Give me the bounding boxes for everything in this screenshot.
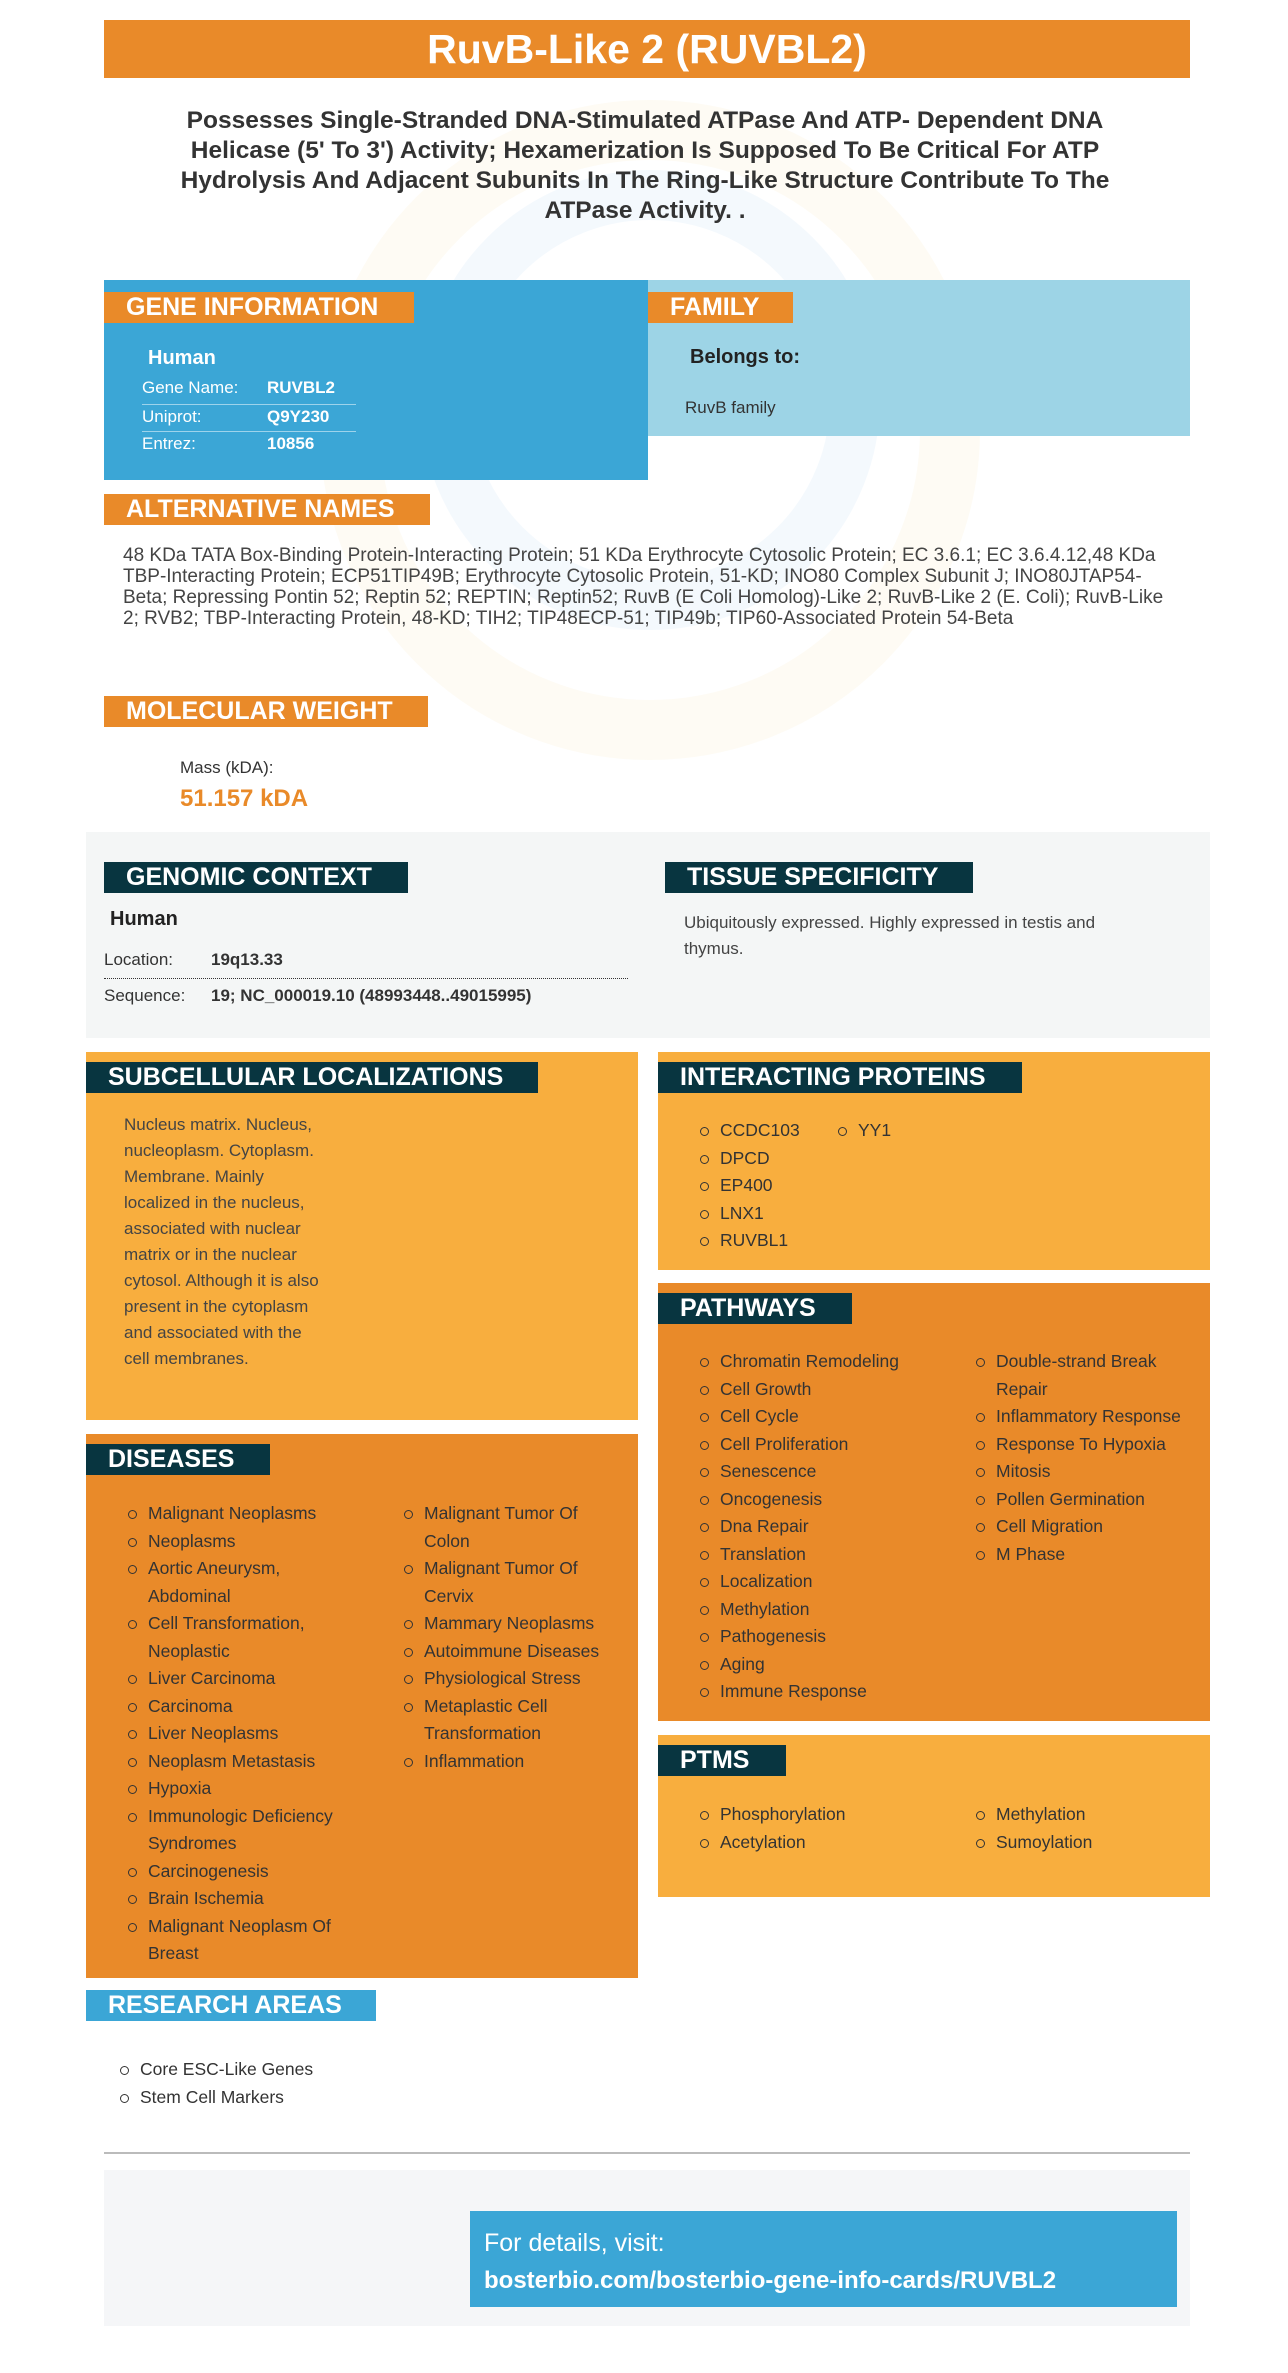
list-item: Carcinogenesis xyxy=(128,1858,358,1886)
list-item: Cell Migration xyxy=(976,1513,1206,1541)
page-title: RuvB-Like 2 (RUVBL2) xyxy=(104,20,1190,78)
genomic-context-heading: GENOMIC CONTEXT xyxy=(104,862,408,893)
gene-name-label: Gene Name: xyxy=(142,378,239,397)
list-item: Malignant Neoplasms xyxy=(128,1500,358,1528)
sequence-row xyxy=(104,986,531,1006)
list-item: Cell Proliferation xyxy=(700,1431,899,1459)
gene-species: Human xyxy=(148,347,216,369)
list-item: LNX1 xyxy=(700,1200,800,1228)
sequence-label: Sequence: xyxy=(104,986,186,1005)
pathways-panel xyxy=(658,1283,1210,1721)
footer-divider xyxy=(104,2152,1190,2154)
alternative-names-text: 48 KDa TATA Box-Binding Protein-Interacting Protein; 51 KDa Erythrocyte Cytosolic Protein; EC 3.6.1; EC 3.6.4.12,48 KDa TBP-Interacting Protein; ECP51TIP49B; Erythrocyte Cytosolic Protein, 51-KD; INO80 Complex Subunit J; INO80JTAP54-Beta; Repressing Pontin 52; Reptin 52; REPTIN; Reptin52; RuvB (E Coli Homolog)-Like 2; RuvB-Like 2 (E. Coli); RuvB-Like 2; RVB2; TBP-Interacting Protein, 48-KD; TIH2; TIP48ECP-51; TIP49b; TIP60-Associated Protein 54-Beta xyxy=(123,545,1164,629)
list-item: Malignant Tumor Of Colon xyxy=(404,1500,634,1555)
pathways-list-2 xyxy=(976,1348,1206,1568)
subcellular-line: localized in the nucleus, xyxy=(124,1193,305,1212)
interacting-proteins-list-1 xyxy=(700,1117,800,1255)
list-item: Chromatin Remodeling xyxy=(700,1348,899,1376)
research-areas-heading: RESEARCH AREAS xyxy=(86,1990,376,2021)
list-item: Oncogenesis xyxy=(700,1486,899,1514)
list-item: Localization xyxy=(700,1568,899,1596)
list-item: Senescence xyxy=(700,1458,899,1486)
list-item: Liver Carcinoma xyxy=(128,1665,358,1693)
ptms-heading: PTMS xyxy=(658,1745,786,1776)
list-item: Pathogenesis xyxy=(700,1623,899,1651)
protein-function-summary: Possesses Single-Stranded DNA-Stimulated ATPase And ATP- Dependent DNA Helicase (5' To 3') Activity; Hexamerization Is Supposed To Be Critical For ATP Hydrolysis And Adjacent Subunits In The Ring-Like Structure Contribute To The ATPase Activity. . xyxy=(180,107,1110,224)
list-item: Mammary Neoplasms xyxy=(404,1610,634,1638)
list-item: Cell Growth xyxy=(700,1376,899,1404)
mass-value: 51.157 kDA xyxy=(180,785,309,812)
list-item: Cell Cycle xyxy=(700,1403,899,1431)
list-item: Brain Ischemia xyxy=(128,1885,358,1913)
family-panel xyxy=(648,280,1190,436)
diseases-list-2 xyxy=(404,1500,634,1775)
row-divider xyxy=(142,404,356,405)
list-item: Acetylation xyxy=(700,1829,846,1857)
list-item: Autoimmune Diseases xyxy=(404,1638,634,1666)
list-item: Core ESC-Like Genes xyxy=(120,2056,313,2084)
ptms-list-2 xyxy=(976,1801,1092,1856)
list-item: CCDC103 xyxy=(700,1117,800,1145)
subcellular-line: matrix or in the nuclear xyxy=(124,1245,297,1264)
list-item: YY1 xyxy=(838,1117,891,1145)
diseases-list-1 xyxy=(128,1500,358,1968)
list-item: Methylation xyxy=(700,1596,899,1624)
gene-information-heading: GENE INFORMATION xyxy=(104,292,414,323)
ptms-panel xyxy=(658,1735,1210,1897)
list-item: Inflammatory Response xyxy=(976,1403,1206,1431)
interacting-proteins-list-2 xyxy=(838,1117,891,1145)
list-item: EP400 xyxy=(700,1172,800,1200)
uniprot-value: Q9Y230 xyxy=(267,407,330,426)
list-item: Dna Repair xyxy=(700,1513,899,1541)
list-item: Metaplastic Cell Transformation xyxy=(404,1693,634,1748)
list-item: Immunologic Deficiency Syndromes xyxy=(128,1803,358,1858)
diseases-heading: DISEASES xyxy=(86,1444,270,1475)
gene-name-value: RUVBL2 xyxy=(267,378,336,397)
list-item: Carcinoma xyxy=(128,1693,358,1721)
tissue-specificity-heading: TISSUE SPECIFICITY xyxy=(665,862,973,893)
uniprot-row xyxy=(142,407,329,427)
details-callout xyxy=(470,2211,1177,2307)
subcellular-localizations-panel xyxy=(86,1052,638,1420)
entrez-label: Entrez: xyxy=(142,434,196,453)
list-item: Phosphorylation xyxy=(700,1801,846,1829)
uniprot-label: Uniprot: xyxy=(142,407,202,426)
list-item: Aortic Aneurysm, Abdominal xyxy=(128,1555,358,1610)
list-item: Response To Hypoxia xyxy=(976,1431,1206,1459)
subcellular-line: cell membranes. xyxy=(124,1349,249,1368)
list-item: Double-strand Break Repair xyxy=(976,1348,1206,1403)
visit-label: For details, visit: xyxy=(484,2229,665,2257)
list-item: Immune Response xyxy=(700,1678,899,1706)
genomic-species: Human xyxy=(110,908,178,930)
list-item: DPCD xyxy=(700,1145,800,1173)
list-item: Aging xyxy=(700,1651,899,1679)
subcellular-line: and associated with the xyxy=(124,1323,302,1342)
tissue-specificity-text: Ubiquitously expressed. Highly expressed in testis and thymus. xyxy=(684,913,1096,958)
list-item: Physiological Stress xyxy=(404,1665,634,1693)
list-item: Sumoylation xyxy=(976,1829,1092,1857)
list-item: RUVBL1 xyxy=(700,1227,800,1255)
sequence-value: 19; NC_000019.10 (48993448..49015995) xyxy=(211,986,532,1005)
subcellular-heading: SUBCELLULAR LOCALIZATIONS xyxy=(86,1062,538,1093)
genomic-tissue-panel xyxy=(86,832,1210,1038)
subcellular-text xyxy=(124,1112,319,1372)
interacting-proteins-panel xyxy=(658,1052,1210,1270)
list-item: Mitosis xyxy=(976,1458,1206,1486)
gene-information-panel xyxy=(104,280,648,480)
mass-label: Mass (kDA): xyxy=(180,758,274,777)
list-item: Inflammation xyxy=(404,1748,634,1776)
subcellular-line: cytosol. Although it is also xyxy=(124,1271,319,1290)
entrez-row xyxy=(142,434,314,454)
list-item: Liver Neoplasms xyxy=(128,1720,358,1748)
list-item: Pollen Germination xyxy=(976,1486,1206,1514)
gene-name-row xyxy=(142,378,335,398)
location-row xyxy=(104,950,283,970)
row-divider xyxy=(142,431,356,432)
list-item: Neoplasm Metastasis xyxy=(128,1748,358,1776)
details-link[interactable]: bosterbio.com/bosterbio-gene-info-cards/RUVBL2 xyxy=(484,2267,1057,2294)
pathways-heading: PATHWAYS xyxy=(658,1293,852,1324)
subcellular-line: Membrane. Mainly xyxy=(124,1167,264,1186)
list-item: Methylation xyxy=(976,1801,1092,1829)
research-areas-list xyxy=(120,2056,313,2111)
subcellular-line: present in the cytoplasm xyxy=(124,1297,309,1316)
location-label: Location: xyxy=(104,950,173,969)
subcellular-line: Nucleus matrix. Nucleus, xyxy=(124,1115,313,1134)
list-item: M Phase xyxy=(976,1541,1206,1569)
molecular-weight-heading: MOLECULAR WEIGHT xyxy=(104,696,428,727)
alternative-names-heading: ALTERNATIVE NAMES xyxy=(104,494,430,525)
subcellular-line: associated with nuclear xyxy=(124,1219,301,1238)
interacting-proteins-heading: INTERACTING PROTEINS xyxy=(658,1062,1022,1093)
entrez-value: 10856 xyxy=(267,434,315,453)
family-value: RuvB family xyxy=(685,398,776,417)
location-value: 19q13.33 xyxy=(211,950,283,969)
list-item: Stem Cell Markers xyxy=(120,2084,313,2112)
ptms-list-1 xyxy=(700,1801,846,1856)
list-item: Neoplasms xyxy=(128,1528,358,1556)
list-item: Hypoxia xyxy=(128,1775,358,1803)
subcellular-line: nucleoplasm. Cytoplasm. xyxy=(124,1141,314,1160)
pathways-list-1 xyxy=(700,1348,899,1706)
diseases-panel xyxy=(86,1434,638,1978)
list-item: Translation xyxy=(700,1541,899,1569)
list-item: Malignant Tumor Of Cervix xyxy=(404,1555,634,1610)
list-item: Malignant Neoplasm Of Breast xyxy=(128,1913,358,1968)
list-item: Cell Transformation, Neoplastic xyxy=(128,1610,358,1665)
family-belongs-label: Belongs to: xyxy=(690,346,800,368)
family-heading: FAMILY xyxy=(648,292,793,323)
dotted-divider xyxy=(104,978,628,979)
